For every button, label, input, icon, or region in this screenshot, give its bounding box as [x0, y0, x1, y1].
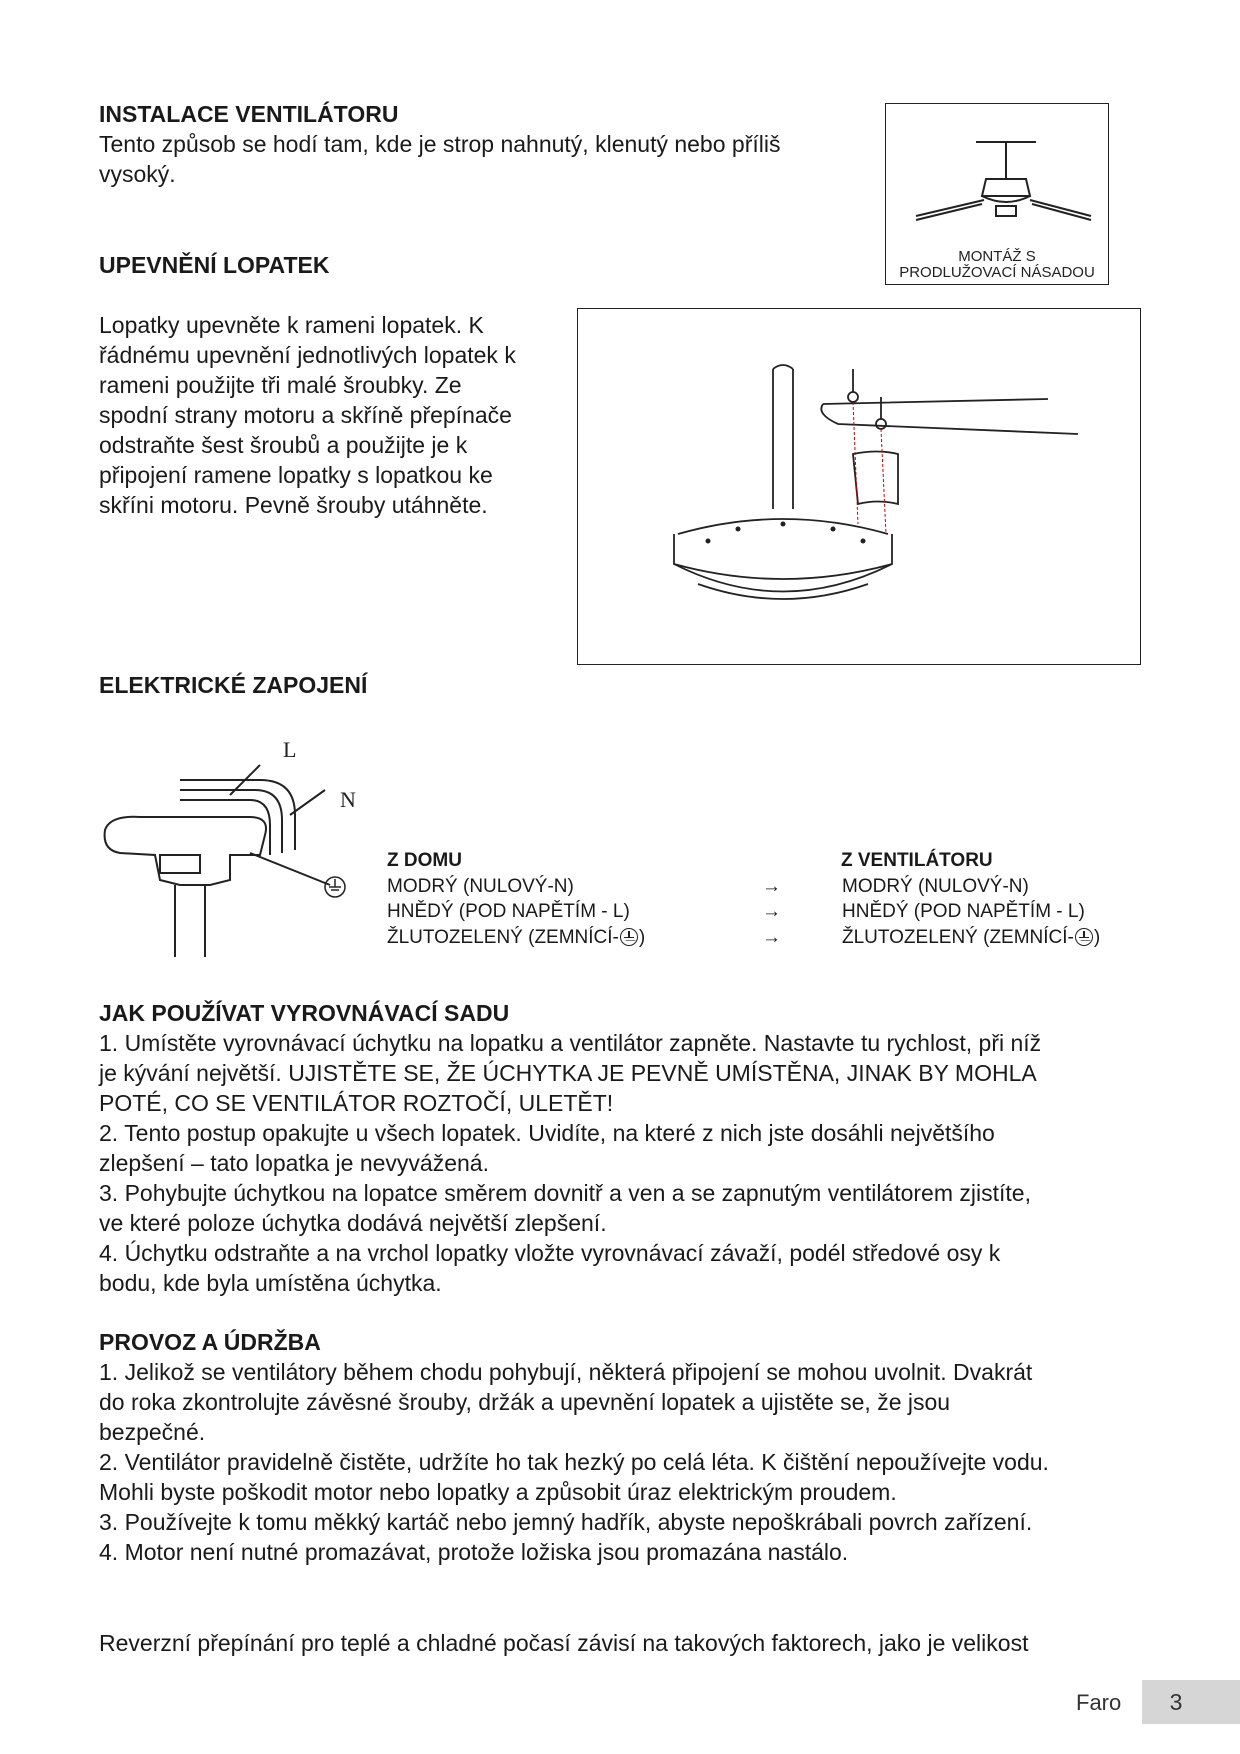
- arrow: →: [762, 901, 781, 922]
- fan-wire: HNĚDÝ (POD NAPĚTÍM - L): [842, 901, 1085, 922]
- balancing-line: ve které poloze úchytka dodává největší zlepšení.: [99, 1210, 607, 1236]
- maintenance-line: Mohli byste poškodit motor nebo lopatky a způsobit úraz elektrickým proudem.: [99, 1479, 897, 1505]
- blades-heading: UPEVNĚNÍ LOPATEK: [99, 252, 330, 278]
- maintenance-line: do roka zkontrolujte závěsné šrouby, držák a upevnění lopatek a ujistěte se, že jsou: [99, 1389, 951, 1415]
- wiring-illustration: [100, 735, 370, 960]
- installation-heading: INSTALACE VENTILÁTORU: [99, 101, 399, 127]
- installation-section: [99, 99, 859, 189]
- maintenance-line: 4. Motor není nutné promazávat, protože ložiska jsou promazána nastálo.: [99, 1539, 849, 1565]
- maintenance-section: [99, 1327, 1139, 1567]
- wiring-diagram: [100, 735, 370, 960]
- wire-label-n: N: [340, 787, 356, 812]
- ceiling-fan-illustration: [886, 104, 1108, 244]
- blades-heading-wrap: [99, 250, 329, 280]
- balancing-line: POTÉ, CO SE VENTILÁTOR ROZTOČÍ, ULETĚT!: [99, 1090, 614, 1116]
- footer-brand: Faro: [1076, 1690, 1122, 1715]
- home-wire: HNĚDÝ (POD NAPĚTÍM - L): [387, 901, 630, 922]
- maintenance-line: bezpečné.: [99, 1419, 206, 1445]
- balancing-line: zlepšení – tato lopatka je nevyvážená.: [99, 1150, 489, 1176]
- wiring-row: [387, 874, 1142, 900]
- ground-icon: [1075, 928, 1093, 946]
- downrod-figure: [885, 103, 1109, 285]
- balancing-line: 2. Tento postup opakujte u všech lopatek. Uvidíte, na které z nich jste dosáhli největšího: [99, 1120, 995, 1146]
- balancing-line: bodu, kde byla umístěna úchytka.: [99, 1270, 442, 1296]
- downrod-caption-2: PRODLUŽOVACÍ NÁSADOU: [899, 264, 1095, 281]
- electrical-heading-wrap: [99, 670, 367, 700]
- blades-line: řádnému upevnění jednotlivých lopatek k: [99, 342, 516, 368]
- blades-line: odstraňte šest šroubů a použijte je k: [99, 432, 468, 458]
- reverse-line: Reverzní přepínání pro teplé a chladné počasí závisí na takových faktorech, jako je velikost: [99, 1630, 1029, 1656]
- balancing-line: je kývání největší. UJISTĚTE SE, ŽE ÚCHYTKA JE PEVNĚ UMÍSTĚNA, JINAK BY MOHLA: [99, 1060, 1037, 1086]
- home-wire: MODRÝ (NULOVÝ-N): [387, 875, 574, 897]
- wire-label-l: L: [283, 737, 297, 762]
- home-ground-suffix: ): [638, 926, 646, 948]
- balancing-line: 1. Umístěte vyrovnávací úchytku na lopatku a ventilátor zapněte. Nastavte tu rychlost, při níž: [99, 1030, 1042, 1056]
- page-number: 3: [1169, 1688, 1183, 1715]
- balancing-line: 4. Úchytku odstraňte a na vrchol lopatky vložte vyrovnávací závaží, podél středové osy k: [99, 1240, 1001, 1266]
- arrow: →: [762, 875, 781, 897]
- arrow: →: [762, 926, 781, 948]
- home-ground-label: ŽLUTOZELENÝ (ZEMNÍCÍ-: [387, 926, 619, 948]
- installation-line-2: vysoký.: [99, 161, 176, 187]
- fan-ground-label: ŽLUTOZELENÝ (ZEMNÍCÍ-: [842, 926, 1074, 948]
- balancing-section: [99, 998, 1139, 1298]
- maintenance-line: 1. Jelikož se ventilátory během chodu pohybují, některá připojení se mohou uvolnit. Dvakrát: [99, 1359, 1033, 1385]
- maintenance-line: 3. Používejte k tomu měkký kartáč nebo jemný hadřík, abyste nepoškrábali povrch zařízení.: [99, 1509, 1033, 1535]
- balancing-line: 3. Pohybujte úchytkou na lopatce směrem dovnitř a ven a se zapnutým ventilátorem zjistíte,: [99, 1180, 1031, 1206]
- wiring-row: [387, 899, 1142, 925]
- wiring-row-ground: [387, 925, 1142, 951]
- installation-line-1: Tento způsob se hodí tam, kde je strop nahnutý, klenutý nebo příliš: [99, 131, 781, 157]
- balancing-heading: JAK POUŽÍVAT VYROVNÁVACÍ SADU: [99, 1000, 510, 1026]
- maintenance-line: 2. Ventilátor pravidelně čistěte, udržíte ho tak hezký po celá léta. K čištění nepoužívejte vodu.: [99, 1449, 1049, 1475]
- blades-line: Lopatky upevněte k rameni lopatek. K: [99, 312, 484, 338]
- from-fan-header: Z VENTILÁTORU: [841, 850, 993, 871]
- blades-line: rameni použijte tři malé šroubky. Ze: [99, 372, 462, 398]
- blades-text: [99, 310, 569, 520]
- blades-line: skříni motoru. Pevně šrouby utáhněte.: [99, 492, 488, 518]
- page-number-box: [1142, 1680, 1240, 1724]
- wiring-table: [387, 848, 1142, 950]
- from-home-header: Z DOMU: [387, 850, 462, 871]
- blades-line: připojení ramene lopatky s lopatkou ke: [99, 462, 493, 488]
- ground-icon: [620, 928, 638, 946]
- blade-attachment-illustration: [578, 309, 1140, 664]
- fan-wire: MODRÝ (NULOVÝ-N): [842, 875, 1029, 897]
- blades-line: spodní strany motoru a skříně přepínače: [99, 402, 512, 428]
- maintenance-heading: PROVOZ A ÚDRŽBA: [99, 1329, 321, 1355]
- blade-attachment-figure: [577, 308, 1141, 665]
- fan-ground-suffix: ): [1093, 926, 1101, 948]
- electrical-heading: ELEKTRICKÉ ZAPOJENÍ: [99, 672, 368, 698]
- reverse-section: [99, 1628, 1139, 1658]
- downrod-caption-1: MONTÁŽ S: [958, 248, 1036, 265]
